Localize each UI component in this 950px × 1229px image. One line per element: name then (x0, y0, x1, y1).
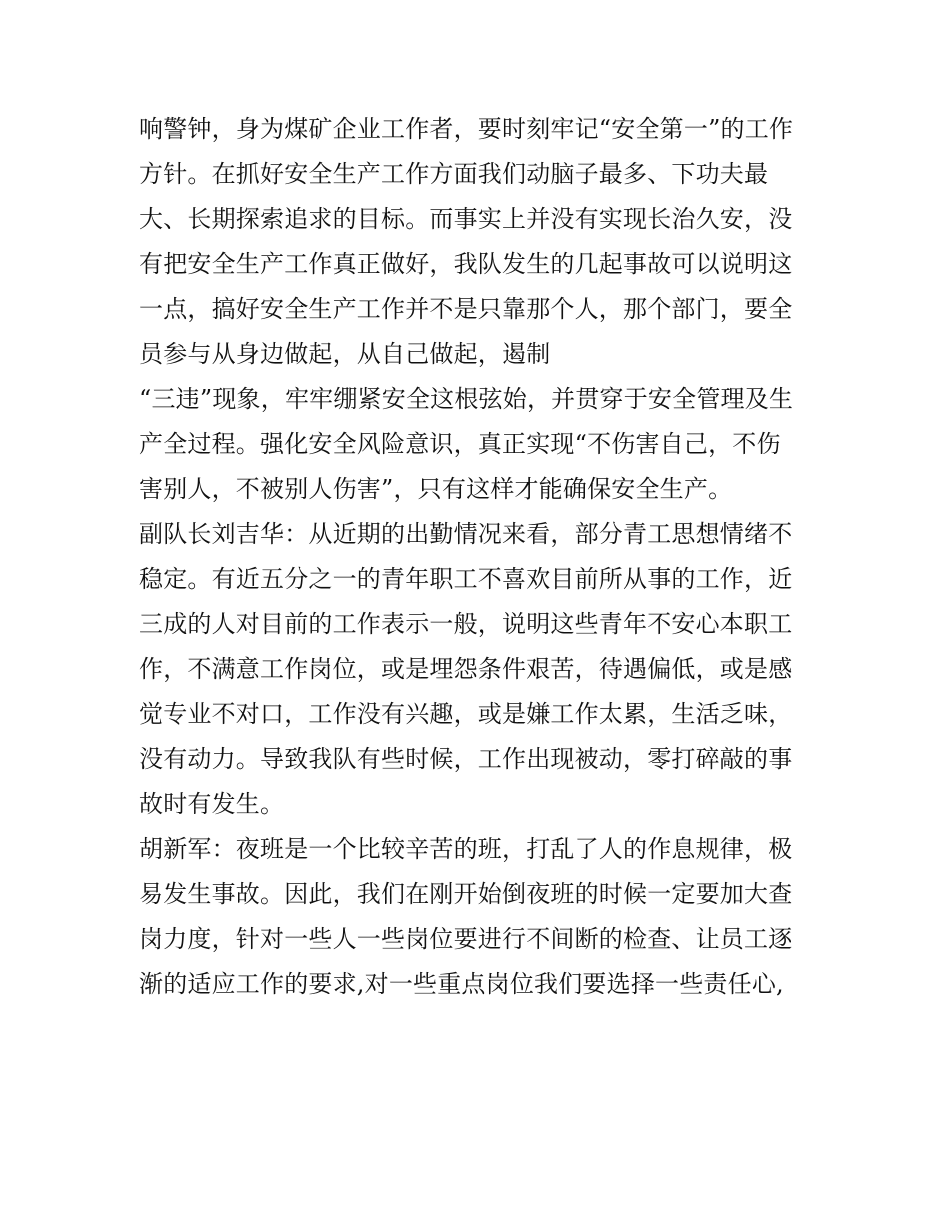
text-line: 稳定。有近五分之一的青年职工不喜欢目前所从事的工作，近 (139, 565, 793, 593)
text-line: 产全过程。强化安全风险意识，真正实现“不伤害自己，不伤 (139, 430, 781, 458)
text-line: 有把安全生产工作真正做好，我队发生的几起事故可以说明这 (139, 250, 793, 278)
text-line: 易发生事故。因此，我们在刚开始倒夜班的时候一定要加大查 (139, 880, 793, 908)
text-line: 害别人，不被别人伤害”，只有这样才能确保安全生产。 (139, 475, 733, 503)
text-line: 大、长期探索追求的目标。而事实上并没有实现长治久安，没 (139, 205, 793, 233)
text-line: 一点，搞好安全生产工作并不是只靠那个人，那个部门，要全 (139, 295, 793, 323)
text-line: “三违”现象，牢牢绷紧安全这根弦始，并贯穿于安全管理及生 (139, 385, 794, 413)
text-line: 副队长刘吉华：从近期的出勤情况来看，部分青工思想情绪不 (139, 520, 793, 548)
text-line: 响警钟，身为煤矿企业工作者，要时刻牢记“安全第一”的工作 (139, 115, 794, 143)
document-body (139, 107, 819, 1007)
text-line: 员参与从身边做起，从自己做起，遏制 (139, 340, 551, 368)
text-line: 没有动力。导致我队有些时候，工作出现被动，零打碎敲的事 (139, 745, 793, 773)
text-line: 觉专业不对口，工作没有兴趣，或是嫌工作太累，生活乏味， (139, 700, 793, 728)
text-line: 作，不满意工作岗位，或是埋怨条件艰苦，待遇偏低，或是感 (139, 655, 793, 683)
text-line: 方针。在抓好安全生产工作方面我们动脑子最多、下功夫最 (139, 160, 769, 188)
text-line: 胡新军：夜班是一个比较辛苦的班，打乱了人的作息规律，极 (139, 835, 793, 863)
text-line: 故时有发生。 (139, 790, 285, 818)
text-line: 岗力度，针对一些人一些岗位要进行不间断的检查、让员工逐 (139, 925, 793, 953)
text-line: 三成的人对目前的工作表示一般，说明这些青年不安心本职工 (139, 610, 793, 638)
text-line: 渐的适应工作的要求,对一些重点岗位我们要选择一些责任心, (139, 970, 784, 998)
